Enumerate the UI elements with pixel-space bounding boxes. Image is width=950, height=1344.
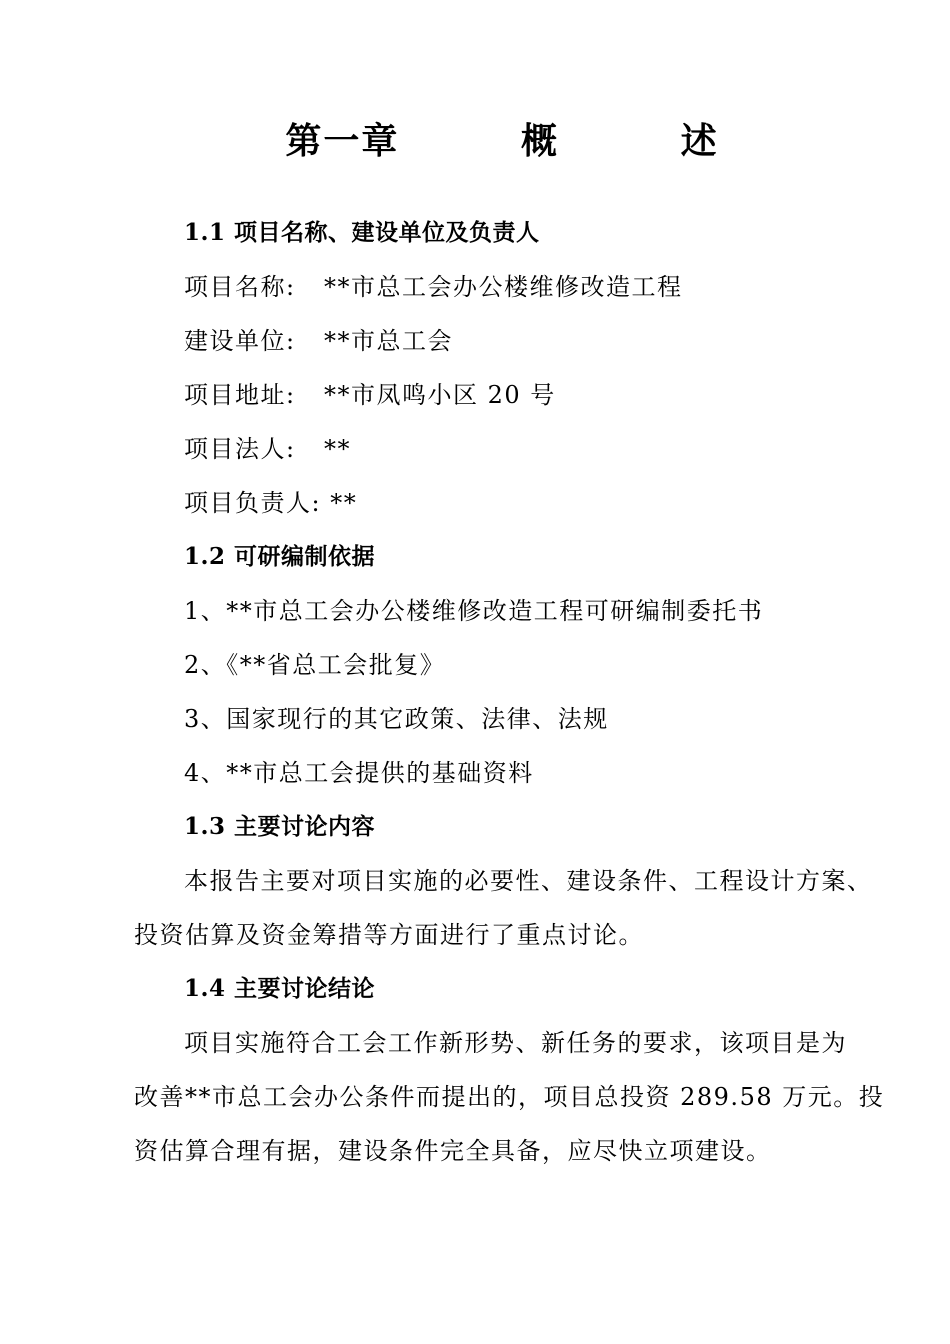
field-legal-person (184, 432, 351, 466)
chapter-title: 第一章 概 述 (285, 120, 719, 162)
field-construction-unit (184, 324, 453, 358)
basis-list-item: 3、国家现行的其它政策、法律、法规 (184, 705, 609, 733)
content-paragraph-line: 投资估算及资金筹措等方面进行了重点讨论。 (134, 921, 644, 949)
field-value: **市总工会办公楼维修改造工程 (324, 273, 683, 301)
field-value: ** (324, 435, 351, 463)
basis-list-item: 4、**市总工会提供的基础资料 (184, 759, 534, 787)
field-project-address (184, 378, 556, 412)
field-label: 项目负责人: (184, 489, 322, 517)
section-1-1-heading: 1.1 项目名称、建设单位及负责人 (184, 219, 540, 246)
field-value: **市总工会 (324, 327, 453, 355)
field-value: ** (330, 489, 358, 517)
field-project-leader (184, 486, 357, 520)
basis-list-item: 1、**市总工会办公楼维修改造工程可研编制委托书 (184, 597, 764, 625)
field-value: **市凤鸣小区 20 号 (324, 381, 556, 409)
field-label: 建设单位: (184, 327, 296, 355)
conclusion-paragraph-line: 改善**市总工会办公条件而提出的，项目总投资 289.58 万元。投 (134, 1083, 885, 1111)
section-1-2-heading: 1.2 可研编制依据 (184, 543, 376, 570)
field-label: 项目名称: (184, 273, 296, 301)
field-label: 项目地址: (184, 381, 296, 409)
field-project-name (184, 270, 683, 304)
section-1-4-heading: 1.4 主要讨论结论 (184, 975, 376, 1002)
conclusion-paragraph-line: 资估算合理有据，建设条件完全具备，应尽快立项建设。 (134, 1137, 772, 1165)
conclusion-paragraph-line: 项目实施符合工会工作新形势、新任务的要求，该项目是为 (184, 1029, 847, 1057)
field-label: 项目法人: (184, 435, 296, 463)
basis-list-item: 2、《**省总工会批复》 (184, 651, 446, 679)
section-1-3-heading: 1.3 主要讨论内容 (184, 813, 376, 840)
content-paragraph-line: 本报告主要对项目实施的必要性、建设条件、工程设计方案、 (184, 867, 873, 895)
